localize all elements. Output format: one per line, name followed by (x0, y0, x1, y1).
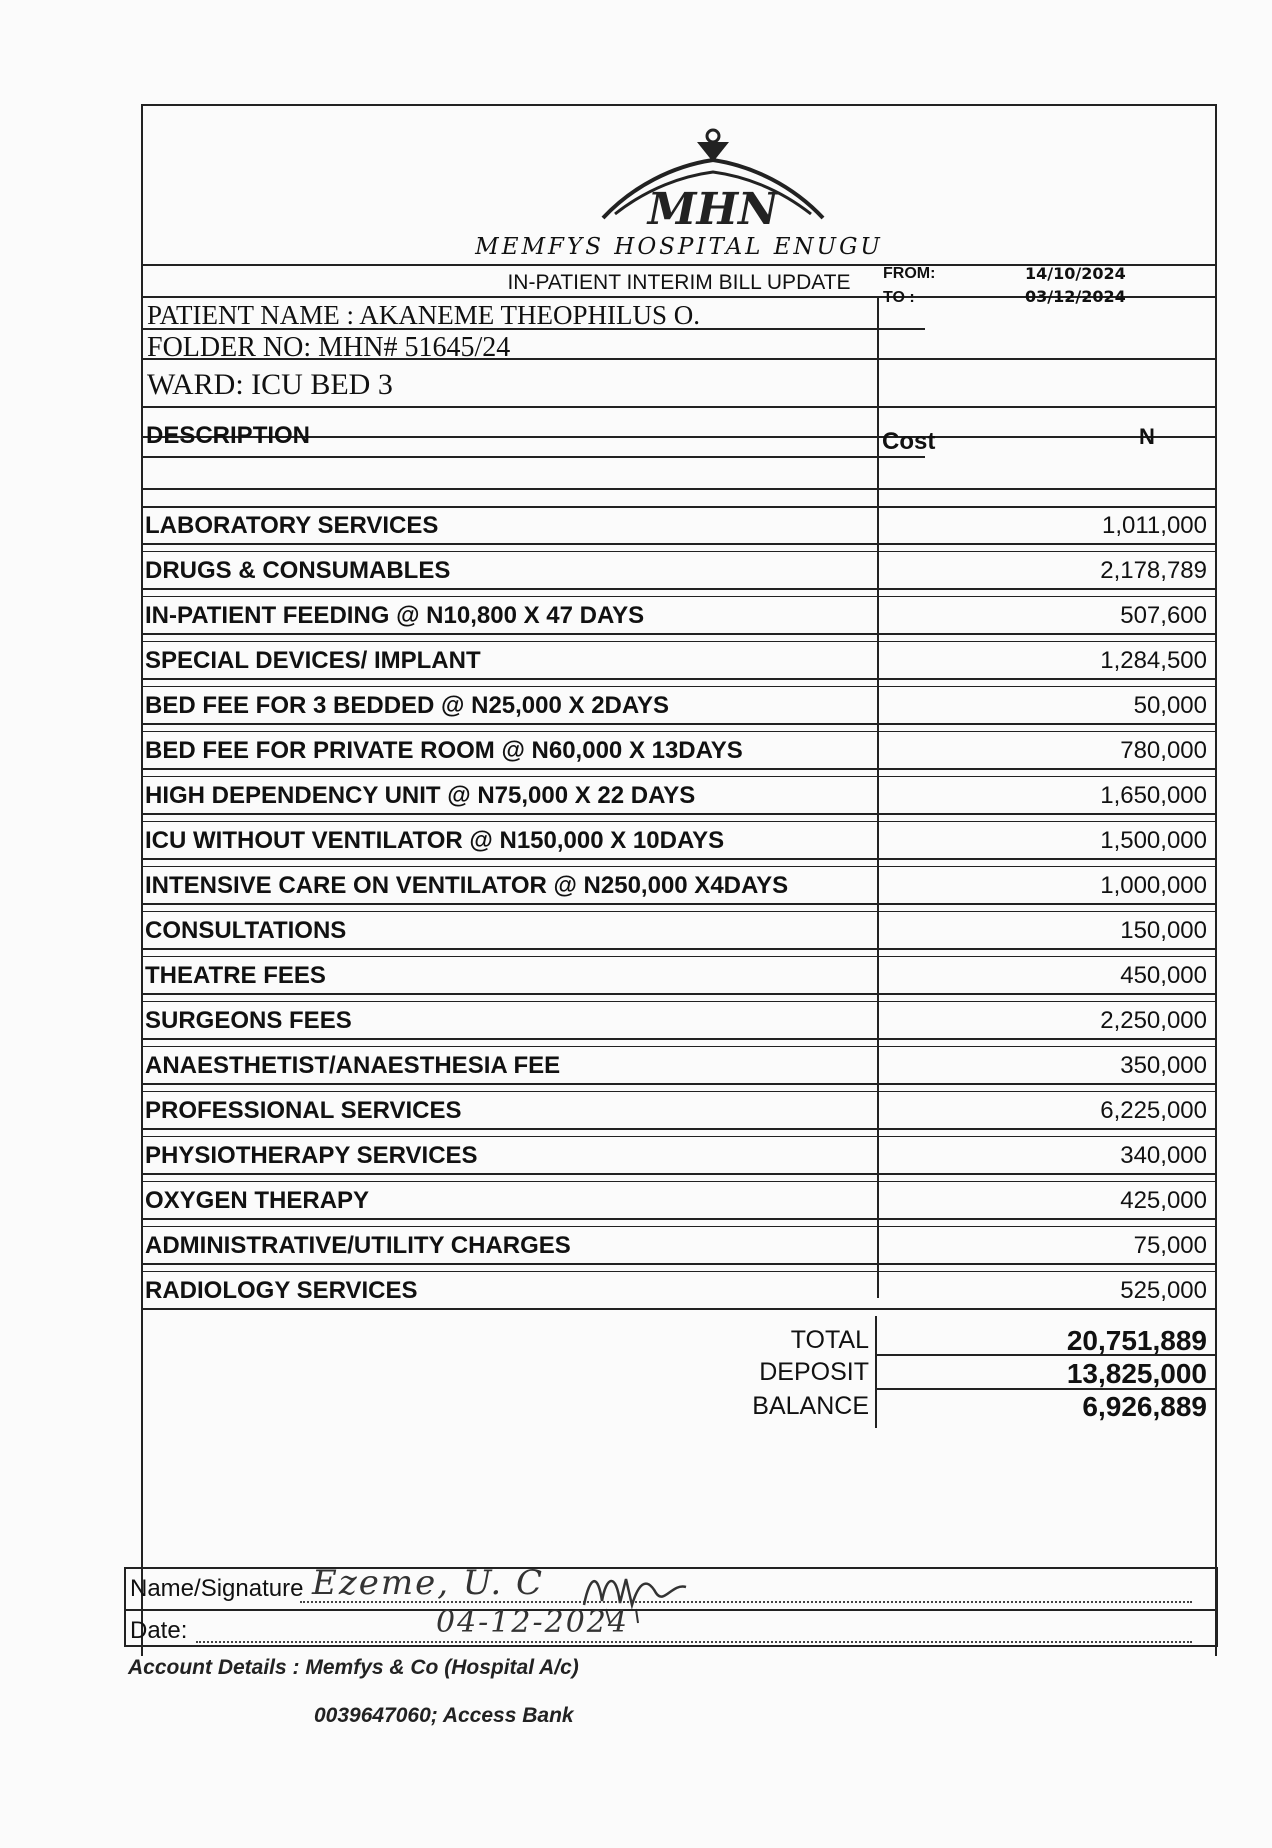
hospital-logo (593, 126, 833, 236)
to-label: TO : (883, 289, 915, 306)
row-description: OXYGEN THERAPY (145, 1187, 370, 1214)
patient-name: PATIENT NAME : AKANEME THEOPHILUS O. (147, 300, 701, 330)
row-divider (143, 723, 1215, 725)
row-amount: 1,650,000 (1100, 782, 1207, 809)
header-currency: N (1139, 424, 1155, 449)
row-divider (143, 1271, 1215, 1272)
row-divider (143, 903, 1215, 905)
divider (143, 456, 925, 458)
row-divider (143, 1001, 1215, 1002)
divider (875, 1388, 1215, 1390)
row-divider (143, 1091, 1215, 1092)
header-cost: Cost (882, 428, 936, 455)
bill-title: IN-PATIENT INTERIM BILL UPDATE (507, 271, 851, 294)
row-divider (143, 858, 1215, 860)
row-divider (143, 1308, 1215, 1310)
total-value: 20,751,889 (1066, 1325, 1207, 1356)
signature-box (124, 1563, 1218, 1647)
row-divider (143, 948, 1215, 950)
row-description: IN-PATIENT FEEDING @ N10,800 X 47 DAYS (145, 602, 645, 629)
row-divider (143, 633, 1215, 635)
total-label: TOTAL (790, 1326, 869, 1354)
from-date: 14/10/2024 (1025, 264, 1126, 283)
row-amount: 425,000 (1120, 1187, 1207, 1214)
date-line (196, 1641, 1192, 1643)
handwritten-date: 04-12-2024 (436, 1605, 629, 1640)
logo-text: MHN (647, 184, 779, 235)
row-divider (143, 1181, 1215, 1182)
divider (126, 1609, 1216, 1611)
divider (143, 488, 1215, 490)
row-divider (143, 1226, 1215, 1227)
folder-number: FOLDER NO: MHN# 51645/24 (147, 332, 511, 363)
bill-sheet (141, 104, 1217, 1656)
row-description: RADIOLOGY SERVICES (145, 1277, 418, 1304)
row-divider (143, 776, 1215, 777)
row-amount: 340,000 (1120, 1142, 1207, 1169)
row-divider (143, 1173, 1215, 1175)
row-amount: 2,178,789 (1100, 557, 1207, 584)
row-divider (143, 543, 1215, 545)
row-description: CONSULTATIONS (145, 917, 347, 944)
row-description: BED FEE FOR 3 BEDDED @ N25,000 X 2DAYS (145, 692, 670, 719)
divider (875, 1354, 1215, 1356)
row-divider (143, 596, 1215, 597)
divider (143, 406, 1215, 408)
row-divider (143, 1046, 1215, 1047)
row-description: THEATRE FEES (145, 962, 326, 989)
deposit-value: 13,825,000 (1066, 1358, 1207, 1389)
from-label: FROM: (883, 265, 936, 282)
row-description: PHYSIOTHERAPY SERVICES (145, 1142, 478, 1169)
row-amount: 1,000,000 (1100, 872, 1207, 899)
account-number-bank: 0039647060; Access Bank (314, 1704, 574, 1727)
row-amount: 50,000 (1133, 692, 1207, 719)
hospital-name: MEMFYS HOSPITAL ENUGU (475, 234, 883, 260)
row-description: ANAESTHETIST/ANAESTHESIA FEE (145, 1052, 561, 1079)
row-divider (143, 956, 1215, 957)
row-divider (143, 1136, 1215, 1137)
date-label: Date: (130, 1617, 188, 1644)
row-divider (143, 1038, 1215, 1040)
row-divider (143, 821, 1215, 822)
row-amount: 780,000 (1120, 737, 1207, 764)
row-amount: 2,250,000 (1100, 1007, 1207, 1034)
divider (143, 506, 1215, 508)
row-description: BED FEE FOR PRIVATE ROOM @ N60,000 X 13DAYS (145, 737, 743, 764)
row-divider (143, 768, 1215, 770)
row-amount: 75,000 (1133, 1232, 1207, 1259)
deposit-label: DEPOSIT (759, 1358, 869, 1386)
row-description: PROFESSIONAL SERVICES (145, 1097, 462, 1124)
row-description: ICU WITHOUT VENTILATOR @ N150,000 X 10DAYS (145, 827, 725, 854)
row-divider (143, 1218, 1215, 1220)
row-divider (143, 1128, 1215, 1130)
row-description: DRUGS & CONSUMABLES (145, 557, 451, 584)
row-divider (143, 641, 1215, 642)
row-description: SPECIAL DEVICES/ IMPLANT (145, 647, 481, 674)
row-amount: 350,000 (1120, 1052, 1207, 1079)
divider (877, 358, 1215, 360)
row-description: LABORATORY SERVICES (145, 512, 439, 539)
row-amount: 450,000 (1120, 962, 1207, 989)
row-amount: 6,225,000 (1100, 1097, 1207, 1124)
row-amount: 150,000 (1120, 917, 1207, 944)
row-description: ADMINISTRATIVE/UTILITY CHARGES (145, 1232, 571, 1259)
name-signature-label: Name/Signature (130, 1575, 304, 1602)
row-amount: 1,011,000 (1102, 512, 1207, 539)
row-divider (143, 993, 1215, 995)
row-amount: 507,600 (1120, 602, 1207, 629)
row-divider (143, 1263, 1215, 1265)
ward: WARD: ICU BED 3 (147, 368, 393, 401)
row-amount: 1,284,500 (1100, 647, 1207, 674)
balance-value: 6,926,889 (1082, 1391, 1207, 1422)
row-divider (143, 911, 1215, 912)
row-divider (143, 678, 1215, 680)
row-description: INTENSIVE CARE ON VENTILATOR @ N250,000 X4DAYS (145, 872, 789, 899)
to-date: 03/12/2024 (1025, 287, 1126, 306)
account-details: Account Details : Memfys & Co (Hospital A/c) (128, 1656, 579, 1679)
row-divider (143, 866, 1215, 867)
row-divider (143, 588, 1215, 590)
row-amount: 525,000 (1120, 1277, 1207, 1304)
totals-divider (875, 1316, 877, 1428)
row-divider (143, 813, 1215, 815)
balance-label: BALANCE (752, 1392, 869, 1420)
row-description: HIGH DEPENDENCY UNIT @ N75,000 X 22 DAYS (145, 782, 696, 809)
header-description: DESCRIPTION (146, 422, 311, 449)
row-divider (143, 551, 1215, 552)
column-divider (877, 488, 879, 1298)
divider (143, 328, 925, 330)
row-divider (143, 731, 1215, 732)
row-divider (143, 1083, 1215, 1085)
row-divider (143, 686, 1215, 687)
row-description: SURGEONS FEES (145, 1007, 352, 1034)
handwritten-name: Ezeme, U. C (312, 1563, 544, 1603)
row-amount: 1,500,000 (1100, 827, 1207, 854)
